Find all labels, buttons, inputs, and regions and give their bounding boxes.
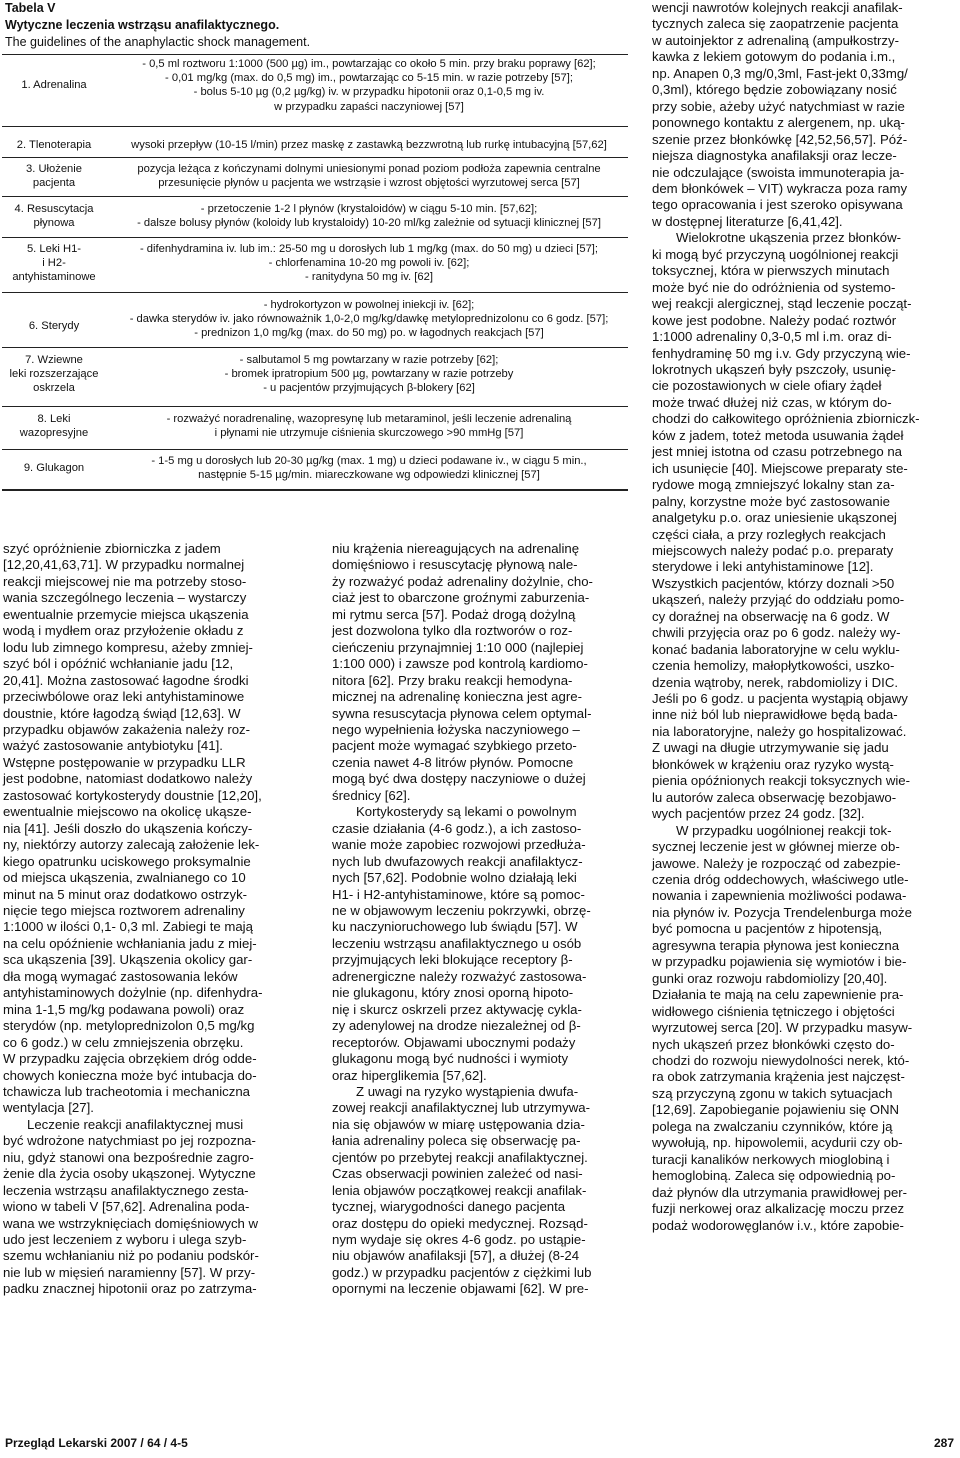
text-line: nych lub dwufazowych reakcji anafilaktycz- (332, 853, 583, 869)
row-label: 6. Sterydy (28, 320, 80, 332)
text-line: cjentów po przebytej reakcji anafilaktycznej. (332, 1149, 588, 1165)
text-line: oraz hiperglikemia [57,62]. (332, 1067, 487, 1083)
text-line: chowych konieczna może być intubacja do- (3, 1067, 257, 1083)
body-column-right (652, 0, 958, 1234)
text-line: receptorów. Objawami ubocznymi podaży (332, 1034, 576, 1050)
table-rule (2, 157, 628, 158)
text-line: sterydów (np. metyloprednizolon 0,5 mg/kg (3, 1018, 255, 1034)
text-line: ku naczynioruchowego lub świądu [57]. W (332, 919, 578, 935)
text-line: ewentualnie miejscowo na okolicę ukąsze- (3, 804, 252, 820)
text-line: daż płynów dla utrzymania prawidłowej per- (652, 1184, 908, 1200)
row-text: - prednizon 1,0 mg/kg (max. do 50 mg) po. w łagodnych reakcjach [57] (194, 327, 544, 340)
row-label: pacjenta (32, 177, 76, 190)
text-line: w dostępnej literaturze [6,41,42]. (652, 213, 843, 229)
row-text: - przetoczenie 1-2 l płynów (krystaloidów) w ciągu 5-10 min. [57,62]; (200, 203, 538, 215)
text-line: np. Anapen 0,3 mg/0,3ml, Fast-jekt 0,33mg/ (652, 65, 908, 81)
text-line: nych [57,62]. Podobnie wolno działają leki (332, 870, 577, 886)
table-rule (2, 347, 628, 348)
text-line: dła mogą wymagać zastosowania leków (3, 968, 238, 984)
text-line: minut na 5 minut oraz dodatkowo ostrzyk- (3, 886, 248, 902)
text-line: w przypadku pojawienia się wymiotów i bie- (652, 954, 907, 970)
text-line: leczeniu wstrząsu anafilaktycznego u osób (332, 935, 582, 951)
text-line: lu autorów zaleca obserwację bezobjawo- (652, 789, 897, 805)
text-line: nia [41]. Jeśli doszło do ukąszenia kończy- (3, 820, 253, 836)
text-line: ny, niektórzy autorzy zalecają założenie lek- (3, 837, 260, 853)
text-line: żenie dla życia osoby ukąszonej. Wytyczne (3, 1166, 256, 1182)
text-line: podaż wodorowęglanów i.v., które zapobie- (652, 1217, 904, 1233)
text-line: co 6 godz.) w celu zmniejszenia obrzęku. (3, 1034, 244, 1050)
text-line: tchawicza lub tracheotomia i mechaniczna (3, 1083, 251, 1099)
text-line: chodzi do całkowitego opróżnienia zbiorniczk- (652, 411, 920, 427)
text-line: lodu lub zimnego kompresu, ażeby zmniej- (3, 639, 253, 655)
text-line: jest podobne, natomiast dodatkowo należy (3, 771, 253, 787)
text-line: jawowe. Należy je rozpocząć od zabezpie- (652, 855, 901, 871)
row-text: - dalsze bolusy płynów (koloidy lub krystaloidy) 10-20 ml/kg zależnie od sytuacji klinicznej [57] (137, 217, 601, 230)
text-line: jest mniej istotna od czasu potrzebnego na (652, 444, 902, 460)
row-text: - difenhydramina iv. lub im.: 25-50 mg u dorosłych lub 1 mg/kg (max. do 50 mg) u dzieci [57]; (139, 243, 599, 255)
row-label: 9. Glukagon (23, 462, 85, 474)
row-label: leki rozszerzające (9, 368, 99, 381)
row-label: 3. Ułożenie (26, 163, 82, 175)
text-line: domięśniowo i resuscytację płynową nale- (332, 557, 578, 573)
row-label: płynowa (33, 217, 75, 230)
text-line: czenia hemolizy, małopłytkowości, uszko- (652, 658, 895, 674)
row-text: - hydrokortyzon w powolnej iniekcji iv. [62]; (263, 299, 475, 311)
text-line: cie pozostawionych w ciele ofiary żądeł (652, 378, 882, 394)
text-line: wania szczególnego leczenia – wystarczy (3, 590, 247, 606)
text-line: przyjmujących leki blokujące receptory β- (332, 952, 573, 968)
text-line: przy sobie, ażeby użyć natychmiast w razie (652, 98, 905, 114)
row-text: - 0,5 ml roztworu 1:1000 (500 µg) im., powtarzając co około 5 min. przy braku poprawy [62]; (142, 58, 596, 70)
text-line: glukagonu mogą być nudności i wymioty (332, 1051, 569, 1067)
row-text: - 1-5 mg u dorosłych lub 20-30 µg/kg (max. 1 mg) u dzieci podawane iv., w ciągu 5 min., (151, 455, 587, 467)
text-line: toksycznej, która w pierwszych minutach (652, 263, 890, 279)
table-rule (2, 196, 628, 197)
text-line: konać badania laboratoryjne w celu wyklu- (652, 641, 900, 657)
text-line: nowania i zapewnienia możliwości podawa- (652, 888, 907, 904)
row-label: 2. Tlenoterapia (16, 139, 92, 151)
text-line: polega na zwalczaniu czynników, które ją (652, 1118, 893, 1134)
page-number: 287 (933, 1436, 954, 1450)
text-line: cieńczeniu przynajmniej 1:10 000 (najlepiej (332, 639, 584, 655)
text-line: czasie działania (4-6 godz.), a ich zastoso- (332, 820, 582, 836)
text-line: ki mogą być przyczyną uogólnionej reakcji (652, 246, 899, 262)
text-line: lenia objawów początkowej reakcji anafilak- (332, 1182, 587, 1198)
text-line: pienia opóźnionych reakcji toksycznych wie- (652, 773, 911, 789)
text-line: nia płynów iv. Pozycja Trendelenburga może (652, 904, 912, 920)
table-title-pl: Wytyczne leczenia wstrząsu anafilaktycznego. (5, 18, 280, 32)
text-line: dem błonkówek – VIT) wykracza poza ramy (652, 180, 908, 196)
table-rule (2, 449, 628, 450)
text-line: leczenia wstrząsu anafilaktycznego zesta- (3, 1182, 249, 1198)
text-line: fuzji nerkowej oraz alkalizację moczu przez (652, 1201, 905, 1217)
text-line: agresywna terapia płynowa jest konieczna (652, 937, 900, 953)
text-line: kawka z lekiem gotowym do podania i.m., (652, 49, 896, 65)
text-line: Z uwagi na długie utrzymywanie się jadu (652, 740, 889, 756)
row-text: - rozważyć noradrenalinę, wazopresynę lub metaraminol, jeśli leczenie adrenaliną (166, 413, 572, 425)
text-line: Wielokrotne ukąszenia przez błonków- (676, 230, 902, 246)
text-line: reakcji miejscowej nie ma potrzeby stoso- (3, 573, 247, 589)
text-line: antyhistaminowych dożylnie (np. difenhydra- (3, 985, 263, 1001)
text-line: wych pacjentów przez 24 godz. [32]. (652, 806, 865, 822)
row-label: oskrzela (33, 382, 75, 395)
text-line: W przypadku zajęcia obrzękiem dróg odde- (3, 1051, 257, 1067)
row-text: i płynami nie utrzymuje ciśnienia skurczowego >90 mmHg [57] (214, 427, 524, 440)
text-line: nym wydaje się okres 4-6 godz. po ustąpie- (332, 1232, 586, 1248)
row-text: - ranitydyna 50 mg iv. [62] (305, 271, 433, 284)
row-text: - bolus 5-10 µg (0,2 µg/kg) iv. w przypadku hipotonii oraz 0,1-0,5 mg iv. (193, 86, 545, 99)
text-line: zy adenylowej na drodze niezależnej od β- (332, 1018, 581, 1034)
text-line: nie odczulające (swoista immunoterapia ja- (652, 164, 905, 180)
row-label: 1. Adrenalina (21, 79, 87, 91)
text-line: fenhydraminę 50 mg i.v. Gdy przyczyną wie- (652, 345, 911, 361)
body-column-middle (332, 541, 628, 1298)
text-line: tycznej, wiarygodności danego pacjenta (332, 1199, 566, 1215)
text-line: jest dozwolona tylko dla roztworów o roz- (332, 623, 573, 639)
text-line: 1:100 000) i zawsze pod kontrolą kardiomo- (332, 656, 588, 672)
text-line: hemoglobiną. Zaleca się odpowiednią po- (652, 1168, 896, 1184)
row-label: wazopresyjne (19, 427, 89, 440)
text-line: nie glukagonu, który znosi oporną hipoto- (332, 985, 574, 1001)
text-line: szenie przez błonkówkę [42,52,56,57]. Póź- (652, 131, 908, 147)
text-line: [12,20,41,63,71]. W przypadku normalnej (3, 557, 245, 573)
text-line: być pomocna u pacjentów z hipotensją, (652, 921, 883, 937)
text-line: Jeśli po 6 godz. u pacjenta wystąpią objawy (652, 691, 908, 707)
text-line: tego opracowania i jest szeroko opisywana (652, 197, 903, 213)
text-line: wyrzutowej serca [20]. W przypadku masyw- (652, 1020, 913, 1036)
text-line: nych ukąszeń przez błonkówki często do- (652, 1036, 895, 1052)
text-line: ciaż jest to obarczone groźnymi zaburzenia- (332, 590, 590, 606)
text-line: nie lub w mięsień naramienny [57]. W przy- (3, 1264, 256, 1280)
text-line: 20,41]. Można zastosować łagodne środki (3, 672, 249, 688)
row-text: - u pacjentów przyjmujących β-blokery [62] (263, 382, 475, 395)
text-line: ważyć zastosowanie antybiotyku [41]. (3, 738, 223, 754)
text-line: kowe jest podobne. Należy podać roztwór (652, 312, 897, 328)
text-line: nięcie tego miejsca roztworem adrenaliny (3, 902, 245, 918)
text-line: może trwać dłużej niż czas, w którym do- (652, 394, 892, 410)
text-line: H1- i H2-antyhistaminowe, które są pomoc- (332, 886, 585, 902)
text-line: cy doraźnej na obserwację na 6 godz. W (652, 608, 890, 624)
table-number: Tabela V (5, 1, 56, 15)
text-line: Leczenie reakcji anafilaktycznej musi (27, 1116, 244, 1132)
text-line: nia się objawów w miarę ustępowania dzia- (332, 1116, 585, 1132)
text-line: miejscowych należy podać p.o. preparaty (652, 542, 894, 558)
text-line: ewentualnie przemycie miejsca ukąszenia (3, 606, 249, 622)
row-label: 4. Resuscytacja (14, 203, 94, 215)
text-line: lokrotnych ukąszeń były pszczoły, usunię- (652, 361, 896, 377)
text-line: sterydowe i leki antyhistaminowe [12]. (652, 559, 874, 575)
text-line: Wstępne postępowanie w przypadku LLR (3, 754, 246, 770)
text-line: padku znacznej hipotonii oraz po zatrzyma- (3, 1281, 257, 1297)
text-line: przeciwbólowe oraz leki antyhistaminowe (3, 689, 245, 705)
text-line: nię i skurcz oskrzeli przez aktywację cykla- (332, 1001, 582, 1017)
row-text: w przypadku zapaści naczyniowej [57] (274, 100, 464, 113)
text-line: udo jest leczeniem z wyboru i ulega szyb- (3, 1232, 247, 1248)
text-line: [12,69]. Zapobieganie pojawieniu się ONN (652, 1102, 900, 1118)
text-line: wencji nawrotów kolejnych reakcji anafilak- (652, 0, 903, 15)
text-line: ków z jadem, toteż metoda usuwania żądeł (652, 427, 904, 443)
text-line: od miejsca ukąszenia, zwalnianego co 10 (3, 870, 246, 886)
text-line: może być nie do odróżnienia od systemo- (652, 279, 896, 295)
row-label: 7. Wziewne (25, 354, 83, 366)
text-line: Działania te mają na celu zapewnienie pra- (652, 987, 904, 1003)
text-line: dzenia wątroby, nerek, rabdomiolizy i DIC. (652, 674, 899, 690)
text-line: ży rozważyć podaż adrenaliny dożylnie, cho- (332, 573, 593, 589)
text-line: palny, korzystne może być zastosowanie (652, 493, 890, 509)
text-line: godz.) w przypadku pacjentów z ciężkimi lub (332, 1264, 592, 1280)
text-line: zowej reakcji anafilaktycznej lub utrzymywa- (332, 1100, 590, 1116)
row-label: antyhistaminowe (12, 271, 96, 284)
text-line: niu, gdyż stanowi ona bezpośrednie zagro- (3, 1149, 254, 1165)
text-line: ukąszeń, należy przyjąć do oddziału pomo- (652, 592, 905, 608)
text-line: 1:1000 w ilości 0,1- 0,3 ml. Zabiegi te mają (3, 919, 253, 935)
text-line: Wszystkich pacjentów, którzy doznali >50 (652, 575, 895, 591)
text-line: wej reakcji alergicznej, stąd leczenie począt- (652, 296, 912, 312)
text-line: 0,3ml), którego będzie zobowiązany nosić (652, 82, 897, 98)
text-line: rydowe mogą zmniejszyć lokalny stan za- (652, 477, 895, 493)
row-text: - chlorfenamina 10-20 mg powoli iv. [62]; (268, 257, 470, 270)
text-line: nia laboratoryjne, należy go hospitalizować. (652, 723, 907, 739)
text-line: być wdrożone natychmiast po jej rozpozna- (3, 1133, 256, 1149)
journal-footer: Przegląd Lekarski 2007 / 64 / 4-5 (5, 1436, 188, 1450)
text-line: czenia nawet 4-8 litrów płynów. Pomocne (332, 754, 574, 770)
text-line: mina 1-1,5 mg/kg podawana powoli) oraz (3, 1001, 245, 1017)
table-rule-top (2, 54, 628, 55)
row-text: - salbutamol 5 mg powtarzany w razie potrzeby [62]; (239, 354, 499, 366)
text-line: zastosować kortykosterydy doustnie [12,20], (3, 787, 262, 803)
row-text: - bromek ipratropium 500 µg, powtarzany w razie potrzeby (224, 368, 514, 381)
text-line: chodzi do rozwoju niewydolności nerek, któ- (652, 1053, 910, 1068)
text-line: ra obok zatrzymania krążenia jest najczęst- (652, 1069, 905, 1085)
text-line: nego wypełnienia łożyska naczyniowego – (332, 721, 580, 737)
text-line: ne w objawowym leczeniu pokrzywki, obrzę- (332, 902, 591, 918)
row-text: przesunięcie płynów u pacjenta we wstrząsie i wzrost objętości wyrzutowej serca [57] (158, 177, 580, 190)
row-text: wysoki przepływ (10-15 l/min) przez maskę z zastawką bezzwrotną lub rurkę intubacyjną [57,62] (131, 139, 607, 151)
text-line: wentylacja [27]. (3, 1100, 94, 1116)
text-line: ponownego kontaktu z alergenem, np. uką- (652, 115, 905, 131)
text-line: szemu wchłanianiu niż po podaniu podskór- (3, 1248, 259, 1264)
row-label: i H2- (42, 257, 66, 270)
text-line: Z uwagi na ryzyko wystąpienia dwufa- (356, 1083, 579, 1099)
row-text: pozycja leżąca z kończynami dolnymi uniesionymi ponad poziom podłoża zapewnia centralne (137, 163, 601, 175)
text-line: szą przyczyną zgonu w takich sytuacjach (652, 1085, 893, 1101)
table-title-en: The guidelines of the anaphylactic shock management. (5, 35, 311, 49)
text-line: micznej na adrenalinę konieczna jest agre- (332, 689, 582, 705)
text-line: oraz dostępu do opieki medycznej. Rozsąd- (332, 1215, 588, 1231)
text-line: mi rytmu serca [57]. Podaż drogą dożylną (332, 606, 576, 622)
table-rule (2, 237, 628, 238)
text-line: przypadku objawów zakażenia należy roz- (3, 721, 251, 737)
text-line: niejsza diagnostyka anafilaksji oraz lecze- (652, 148, 897, 164)
text-line: wana we wstrzyknięciach domięśniowych w (3, 1215, 259, 1231)
text-line: wiono w tabeli V [57,62]. Adrenalina poda- (3, 1199, 250, 1215)
text-line: adrenergiczne należy rozważyć zastosowa- (332, 968, 587, 984)
text-line: pacjent może wymagać szybkiego przeto- (332, 738, 577, 754)
text-line: wanie może zapobiec rozwojowi przedłuża- (332, 837, 586, 853)
text-line: kiego opatrunku uciskowego proksymalnie (3, 853, 251, 869)
table-rule (2, 406, 628, 407)
text-line: chwili przyjęcia oraz po 6 godz. należy wy- (652, 625, 901, 641)
text-line: widłowego ciśnienia tętniczego i objętości (652, 1003, 895, 1019)
text-line: sca ukąszenia [39]. Ukąszenia okolicy gar- (3, 952, 253, 968)
text-line: szyć ból i opóźnić wchłanianie jadu [12, (3, 656, 234, 672)
text-line: sywna resuscytacja płynowa celem optymal- (332, 705, 592, 721)
body-column-left (3, 541, 291, 1298)
text-line: niu krążenia niereagujących na adrenalinę (332, 541, 580, 556)
text-line: średnicy [62]. (332, 787, 411, 803)
text-line: na celu opóźnienie wchłaniania jadu z miej- (3, 935, 257, 951)
text-line: szyć opróżnienie zbiorniczka z jadem (3, 541, 221, 556)
text-line: wodą i mydłem oraz przyłożenie okładu z (3, 623, 244, 639)
text-line: niu objawów anafilaksji [57], a dłużej (8-24 (332, 1248, 580, 1264)
text-line: turacji kanalików nerkowych mioglobiną i (652, 1151, 890, 1167)
table-rule (2, 126, 628, 127)
text-line: nitora [62]. Przy braku reakcji hemodyna- (332, 672, 573, 688)
text-line: inne niż ból lub nieprawidłowe będą bada- (652, 707, 898, 723)
text-line: wywołują, np. hipowolemii, acydurii czy ob- (652, 1135, 903, 1151)
row-label: 5. Leki H1- (26, 243, 82, 255)
table-caption (5, 0, 310, 51)
text-line: w autoinjektor z adrenaliną (ampułkostrzy- (652, 32, 900, 48)
text-line: opornymi na leczenie objawami [62]. W pre- (332, 1281, 589, 1297)
text-line: gunki oraz rozwoju rabdomiolizy [20,40]. (652, 970, 888, 986)
text-line: czenia dróg oddechowych, właściwego utle- (652, 872, 909, 888)
text-line: 1:1000 adrenaliny 0,3-0,5 ml i.m. oraz di- (652, 329, 892, 345)
row-text: - dawka sterydów iv. jako równoważnik 1,0-2,0 mg/kg/dawkę metyloprednizolonu co 6 godz. [57]; (129, 313, 609, 326)
row-text: następnie 5-15 µg/min. miareczkowane wg odpowiedzi klinicznej [57] (198, 469, 540, 482)
row-label: 8. Leki (37, 413, 71, 425)
text-line: W przypadku uogólnionej reakcji tok- (676, 822, 892, 838)
text-line: błonkówek w krążeniu oraz ryzyko wystą- (652, 756, 894, 772)
text-line: analgetyku p.o. oraz uniesienie ukąszonej (652, 510, 897, 526)
text-line: części ciała, a przy rozległych reakcjach (652, 526, 886, 542)
text-line: doustnie, które łagodzą świąd [12,63]. W (3, 705, 241, 721)
table-rule (2, 292, 628, 293)
text-line: łania adrenaliny poleca się obserwację pa- (332, 1133, 581, 1149)
text-line: ich usunięcie [40]. Miejscowe preparaty ste- (652, 460, 908, 476)
table-rule-bottom (2, 489, 628, 491)
text-line: sycznej leczenie jest w głównej mierze ob- (652, 839, 900, 855)
text-line: Kortykosterydy są lekami o powolnym (356, 804, 577, 820)
row-text: - 0,01 mg/kg (max. do 0,5 mg) im., powtarzając co 5-15 min. w razie potrzeby [57]; (165, 72, 573, 85)
text-line: Czas obserwacji powinien zależeć od nasi- (332, 1166, 583, 1182)
text-line: mogą być dwa dostępy naczyniowe o dużej (332, 771, 586, 787)
text-line: tycznych zaleca się zaopatrzenie pacjenta (652, 16, 899, 32)
